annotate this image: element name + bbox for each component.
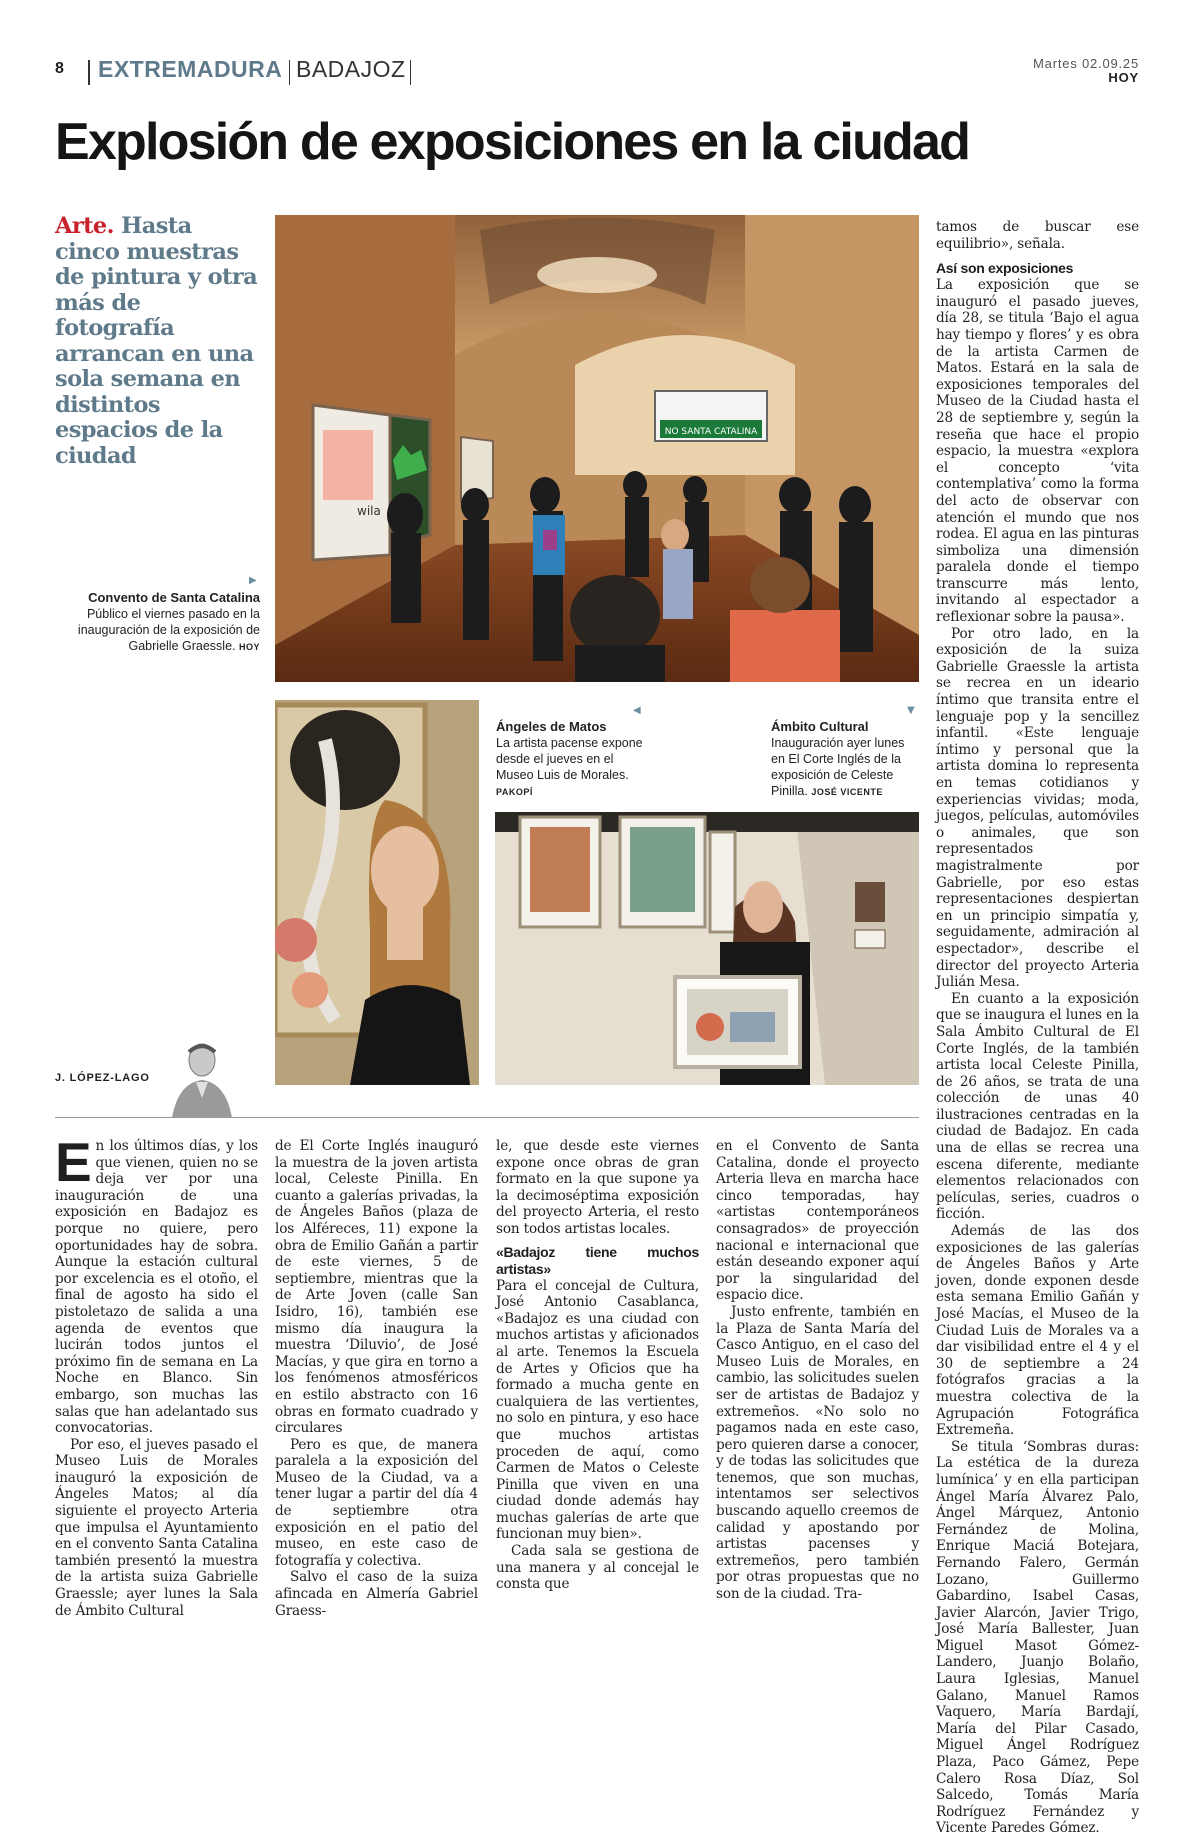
caption-matos-text: La artista pacense expone desde el jueves en el Museo Luis de Morales. [496, 736, 643, 782]
caption-main-credit: HOY [238, 642, 260, 652]
body-column-5 [936, 219, 1139, 1837]
author-avatar [168, 1038, 236, 1118]
photo-angeles-de-matos [275, 700, 479, 1085]
banner-text: NO SANTA CATALINA [664, 427, 758, 437]
caption-matos [496, 719, 646, 800]
caption-ambito-credit: JOSÉ VICENTE [811, 787, 883, 797]
body-paragraph: n los últimos días, y los que vienen, quien no se deja ver por una inauguración de una exposición en Badajoz es porque no quiere, pero oportunidades hay de sobra. Aunque la estación cultural por excelencia es el otoño, el final de agosto ha sido el pistoletazo de salida a una agenda de eventos que lucirán todos juntos el próximo fin de semana en La Noche en Blanco. Sin embargo, son muchas las salas que han adelantado sus convocatorias. [55, 1138, 258, 1437]
body-column-4 [716, 1138, 919, 1603]
body-column-1 [55, 1131, 258, 1619]
caption-arrow-right-icon: ▶ [249, 575, 257, 586]
header-divider [88, 60, 90, 85]
lede-kicker: Arte. [55, 213, 114, 239]
body-paragraph: le, que desde este viernes expone once obras de gran formato en la que supone ya la decimoséptima exposición del proyecto Arteria, el resto son todos artistas locales. [496, 1138, 699, 1237]
caption-arrow-down-icon: ▼ [907, 705, 915, 716]
caption-ambito [771, 719, 921, 800]
caption-matos-credit: PAKOPÍ [496, 787, 533, 797]
caption-main-title: Convento de Santa Catalina [88, 590, 260, 605]
body-paragraph: en el Convento de Santa Catalina, donde el proyecto Arteria lleva en marcha hace cinco temporadas, hay «artistas contemporáneos consagrados» de proyección nacional e internacional que están deseando exponer aquí por la singularidad del espacio dice. [716, 1138, 919, 1304]
newspaper-name: HOY [1108, 70, 1139, 85]
gallery-scene-illustration [275, 215, 919, 682]
issue-date: Martes 02.09.25 [1033, 56, 1139, 71]
body-paragraph: Por otro lado, en la exposición de la suiza Gabrielle Graessle la artista se recrea en un ideario íntimo que transita entre el lenguaje pop y la sencillez infantil. «Este lenguaje íntimo y personal que la artista domina lo representa en temas cotidianos y experiencias vividas; moda, juegos, películas, automóviles o animales, que son representados magistralmente por Gabrielle, por eso estas representaciones despiertan en un principio simpatía y, seguidamente, admiración al espectador», describe el director del proyecto Arteria Julián Mesa. [936, 625, 1139, 991]
section-title: EXTREMADURA [98, 56, 283, 82]
body-paragraph: La exposición que se inauguró el pasado jueves, día 28, se titula ‘Bajo el agua hay tiempo y flores’ y es obra de la artista Carmen de Matos. Estará en la sala de exposiciones temporales del Museo de la Ciudad hasta el 28 de septiembre y, según la reseña que hace el propio espacio, la muestra «explora el concepto ‘vita contemplativa’ como la forma del acto de observar con atención el mundo que nos rodea. El agua en las pinturas simboliza una dimensión paralela donde el tiempo transcurre más lento, invitando al espectador a reflexionar sobre la pausa». [936, 277, 1139, 626]
body-column-3 [496, 1138, 699, 1593]
subsection-title: BADAJOZ [296, 56, 406, 82]
caption-arrow-left-icon: ◀ [633, 705, 641, 716]
body-paragraph: Salvo el caso de la suiza afincada en Almería Gabriel Graess- [275, 1569, 478, 1619]
body-paragraph: Además de las dos exposiciones de las galerías de Ángeles Baños y Arte joven, donde exponen desde esta semana Emilio Gañán y José Macías, el Museo de la Ciudad Luis de Morales va a dar visibilidad entre el 4 y el 30 de septiembre a 24 fotógrafos gracias a la muestra colectiva de la Agrupación Fotográfica Extremeña. [936, 1223, 1139, 1439]
body-paragraph: Pero es que, de manera paralela a la exposición del Museo de la Ciudad, va a tener lugar a partir del día 4 de septiembre otra exposición en el patio del museo, en este caso de fotografía y colectiva. [275, 1436, 478, 1569]
body-paragraph: de El Corte Inglés inauguró la muestra de la joven artista local, Celeste Pinilla. En cuanto a galerías privadas, la de Ángeles Baños (plaza de los Alféreces, 11) expone la obra de Emilio Gañán a partir de este viernes, 5 de septiembre, mientras que la de Arte Joven (calle San Isidro, 16), también ese mismo día inaugura la muestra ‘Diluvio’, de José Macías, y que gira en torno a los fenómenos atmosféricos en estilo abstracto con 16 obras en formato cuadrado y circulares [275, 1138, 478, 1437]
section-divider [55, 1117, 919, 1118]
drop-cap: E [55, 1131, 92, 1193]
caption-main [55, 590, 260, 655]
photo-celeste-pinilla [495, 812, 919, 1085]
body-paragraph: Se titula ‘Sombras duras: La estética de la dureza lumínica’ y en ella participan Ángel María Álvarez Palo, Ángel Márquez, Antonio Fernández de Molina, Enrique Maciá Botejara, Fernando Falero, Germán Lozano, Guillermo Gabardino, Isabel Casas, Javier Alarcón, Javier Trigo, José María Ballester, Juan Miguel Masot Gómez-Landero, Juanjo Bolaño, Laura Iglesias, Manuel Galano, Manuel Ramos Vaquero, María Bardají, María del Pilar Casado, Miguel Ángel Rodríguez Plaza, Paco Gámez, Pepe Calero Rosa Díaz, Sol Salcedo, Tomás María Rodríguez Fernández y Vicente Paredes Gómez. [936, 1438, 1139, 1837]
body-paragraph: tamos de buscar ese equilibrio», señala. [936, 219, 1139, 252]
caption-ambito-title: Ámbito Cultural [771, 719, 869, 734]
lede [55, 214, 260, 469]
body-paragraph: En cuanto a la exposición que se inaugura el lunes en la Sala Ámbito Cultural de El Corte Inglés, de la también artista local Celeste Pinilla, de 26 años, se trata de una colección de unas 40 ilustraciones centradas en la ciudad de Badajoz. En cada una de ellas se recrea una escena diferente, mediante elementos relacionados con películas, series, cuadros o ficción. [936, 990, 1139, 1223]
headline: Explosión de exposiciones en la ciudad [55, 113, 970, 171]
painting-text: wila [357, 504, 381, 518]
header-divider [289, 60, 290, 85]
body-paragraph: Cada sala se gestiona de una manera y al concejal le consta que [496, 1543, 699, 1593]
caption-matos-title: Ángeles de Matos [496, 719, 607, 734]
page-number: 8 [55, 60, 64, 77]
body-paragraph: Justo enfrente, también en la Plaza de Santa María del Casco Antiguo, en el caso del Museo Luis de Morales, en cambio, las solicitudes suelen ser de artistas de Badajoz y extremeños. «No solo no pagamos nada en este caso, pero quieren darse a conocer, y de todas las solicitudes que tenemos, que son muchas, intentamos ser selectivos buscando aquello creemos de calidad y apostando por artistas pacenses y extremeños, pero también por otras propuestas que no son de la ciudad. Tra- [716, 1303, 919, 1603]
artist-portrait-illustration [275, 700, 479, 1085]
body-paragraph: Por eso, el jueves pasado el Museo Luis de Morales inauguró la exposición de Ángeles Matos; al día siguiente el proyecto Arteria que impulsa el Ayuntamiento en el convento Santa Catalina también presentó la muestra de la artista suiza Gabrielle Graessle; ayer lunes la Sala de Ámbito Cultural [55, 1436, 258, 1619]
caption-ambito-text: Inauguración ayer lunes en El Corte Inglés de la exposición de Celeste Pinilla. [771, 736, 905, 798]
header-divider [410, 60, 411, 85]
lede-text: Hasta cinco muestras de pintura y otra más de fotografía arrancan en una sola semana en distintos espacios de la ciudad [55, 213, 258, 469]
body-column-2 [275, 1138, 478, 1619]
author-byline: J. LÓPEZ-LAGO [55, 1072, 150, 1084]
subheading: Así son exposiciones [936, 260, 1074, 277]
caption-main-text: Público el viernes pasado en la inauguración de la exposición de Gabrielle Graessle. [77, 607, 260, 653]
photo-convento-santa-catalina [275, 215, 919, 682]
subheading: «Badajoz tiene muchos artistas» [496, 1243, 699, 1277]
body-paragraph: Para el concejal de Cultura, José Antonio Casablanca, «Badajoz es una ciudad con muchos artistas y aficionados al arte. Tenemos la Escuela de Artes y Oficios que ha formado a mucha gente en cualquiera de las vertientes, no solo en pintura, y eso hace que muchos artistas proceden de aquí, como Carmen de Matos o Celeste Pinilla que viven en una ciudad donde además hay muchas galerías de arte que funcionan muy bien». [496, 1277, 699, 1543]
exhibition-illustration [495, 812, 919, 1085]
